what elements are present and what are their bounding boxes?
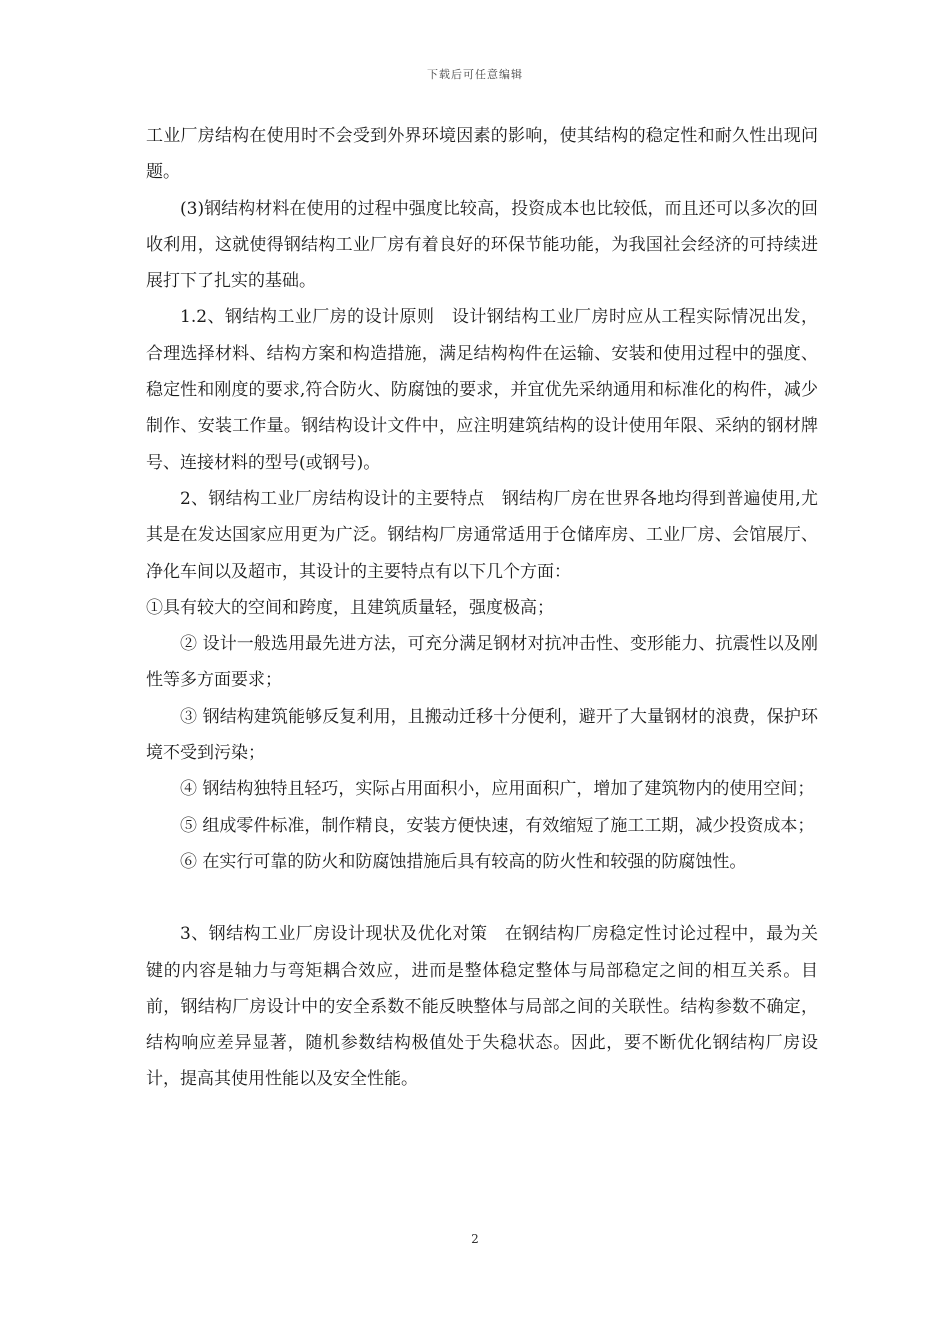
paragraph-section-2: 2、钢结构工业厂房结构设计的主要特点 钢结构厂房在世界各地均得到普遍使用,尤其是在发达国家应用更为广泛。钢结构厂房通常适用于仓储库房、工业厂房、会馆展厅、净化车间以及超市，其设计的主要特点有以下几个方面： [146,488,818,582]
paragraph-spacer [146,880,818,916]
list-item-5: ⑤ 组成零件标准，制作精良，安装方便快速，有效缩短了施工工期，减少投资成本； [180,815,815,836]
list-item-1: ①具有较大的空间和跨度，且建筑质量轻，强度极高； [146,597,554,618]
list-item-6: ⑥ 在实行可靠的防火和防腐蚀措施后具有较高的防火性和较强的防腐蚀性。 [180,851,747,872]
list-item-2: ② 设计一般选用最先进方法，可充分满足钢材对抗冲击性、变形能力、抗震性以及刚性等多方面要求； [146,634,818,691]
page-number: 2 [471,1232,479,1246]
list-item-4: ④ 钢结构独特且轻巧，实际占用面积小，应用面积广，增加了建筑物内的使用空间； [180,779,815,800]
paragraph-continuation: 工业厂房结构在使用时不会受到外界环境因素的影响，使其结构的稳定性和耐久性出现问题。 [146,126,818,183]
list-item-3: ③ 钢结构建筑能够反复利用，且搬动迁移十分便利，避开了大量钢材的浪费，保护环境不受到污染； [146,706,818,764]
page-header: 下载后可任意编辑 [427,68,523,81]
document-body [146,118,818,1098]
paragraph-item-3: (3)钢结构材料在使用的过程中强度比较高，投资成本也比较低，而且还可以多次的回收利用，这就使得钢结构工业厂房有着良好的环保节能功能，为我国社会经济的可持续进展打下了扎实的基础。 [146,198,818,292]
paragraph-section-3: 3、钢结构工业厂房设计现状及优化对策 在钢结构厂房稳定性讨论过程中，最为关键的内容是轴力与弯矩耦合效应，进而是整体稳定整体与局部稳定之间的相互关系。目前，钢结构厂房设计中的安全系数不能反映整体与局部之间的关联性。结构参数不确定，结构响应差异显著，随机参数结构极值处于失稳状态。因此，要不断优化钢结构厂房设计，提高其使用性能以及安全性能。 [146,924,818,1090]
paragraph-section-1-2: 1.2、钢结构工业厂房的设计原则 设计钢结构工业厂房时应从工程实际情况出发，合理选择材料、结构方案和构造措施，满足结构构件在运输、安装和使用过程中的强度、稳定性和刚度的要求,符合防火、防腐蚀的要求，并宜优先采纳通用和标准化的构件，减少制作、安装工作量。钢结构设计文件中，应注明建筑结构的设计使用年限、采纳的钢材牌号、连接材料的型号(或钢号)。 [146,307,818,473]
